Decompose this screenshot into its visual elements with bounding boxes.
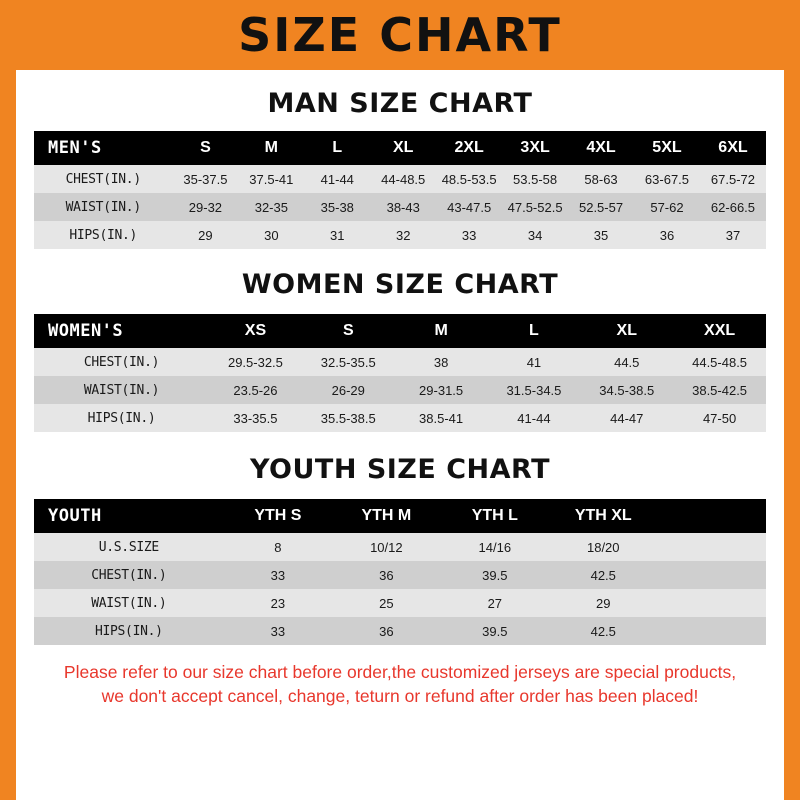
column-header [657, 499, 766, 533]
men-size-table [34, 131, 766, 249]
table-cell: 38.5-41 [395, 404, 488, 432]
column-header: YTH S [224, 499, 332, 533]
table-cell: 36 [332, 561, 440, 589]
table-cell [657, 589, 766, 617]
row-label: WAIST(IN.) [34, 376, 209, 404]
table-cell: 47-50 [673, 404, 766, 432]
table-cell: 35-37.5 [172, 165, 238, 193]
note-line-2: we don't accept cancel, change, teturn or refund after order has been placed! [101, 685, 699, 706]
column-header: 6XL [700, 131, 766, 165]
table-cell: 53.5-58 [502, 165, 568, 193]
row-label: HIPS(IN.) [34, 617, 224, 645]
row-label: WAIST(IN.) [34, 193, 172, 221]
table-row [34, 221, 766, 249]
table-cell: 33 [224, 561, 332, 589]
table-cell: 33 [436, 221, 502, 249]
table-cell: 31.5-34.5 [488, 376, 581, 404]
table-row [34, 193, 766, 221]
table-row [34, 533, 766, 561]
note-line-1: Please refer to our size chart before order,the customized jerseys are special products, [63, 662, 737, 682]
table-cell: 63-67.5 [634, 165, 700, 193]
table-cell: 39.5 [441, 561, 549, 589]
table-cell: 29 [549, 589, 657, 617]
table-cell [657, 561, 766, 589]
table-cell: 62-66.5 [700, 193, 766, 221]
column-header: 2XL [436, 131, 502, 165]
column-header: YTH L [441, 499, 549, 533]
column-header: 3XL [502, 131, 568, 165]
row-label: HIPS(IN.) [34, 221, 172, 249]
table-cell: 48.5-53.5 [436, 165, 502, 193]
table-row [34, 376, 766, 404]
column-header: WOMEN'S [34, 314, 209, 348]
column-header: MEN'S [34, 131, 172, 165]
table-header-row [34, 131, 766, 165]
table-cell: 43-47.5 [436, 193, 502, 221]
table-cell [657, 533, 766, 561]
row-label: CHEST(IN.) [34, 348, 209, 376]
row-label: HIPS(IN.) [34, 404, 209, 432]
table-cell: 10/12 [332, 533, 440, 561]
table-row [34, 348, 766, 376]
column-header: YTH M [332, 499, 440, 533]
table-header-row [34, 314, 766, 348]
table-cell: 42.5 [549, 561, 657, 589]
column-header: L [304, 131, 370, 165]
men-section-title: MAN SIZE CHART [267, 88, 533, 119]
table-cell: 23 [224, 589, 332, 617]
women-section-title: WOMEN SIZE CHART [241, 269, 559, 300]
page-banner [16, 0, 784, 70]
table-row [34, 165, 766, 193]
table-cell: 32-35 [238, 193, 304, 221]
table-cell: 44.5 [580, 348, 673, 376]
table-cell: 31 [304, 221, 370, 249]
table-cell: 38 [395, 348, 488, 376]
table-cell: 52.5-57 [568, 193, 634, 221]
column-header: YTH XL [549, 499, 657, 533]
column-header: M [238, 131, 304, 165]
table-cell: 38.5-42.5 [673, 376, 766, 404]
youth-size-table [34, 499, 766, 645]
table-header-row [34, 499, 766, 533]
table-cell: 8 [224, 533, 332, 561]
table-cell: 14/16 [441, 533, 549, 561]
row-label: WAIST(IN.) [34, 589, 224, 617]
row-label: CHEST(IN.) [34, 561, 224, 589]
table-cell: 44-48.5 [370, 165, 436, 193]
table-cell: 29-31.5 [395, 376, 488, 404]
column-header: S [302, 314, 395, 348]
table-cell: 58-63 [568, 165, 634, 193]
table-cell: 41 [488, 348, 581, 376]
table-cell: 35.5-38.5 [302, 404, 395, 432]
table-cell: 47.5-52.5 [502, 193, 568, 221]
row-label: U.S.SIZE [34, 533, 224, 561]
table-cell: 35 [568, 221, 634, 249]
row-label: CHEST(IN.) [34, 165, 172, 193]
table-cell: 30 [238, 221, 304, 249]
table-cell: 67.5-72 [700, 165, 766, 193]
table-cell: 26-29 [302, 376, 395, 404]
chart-content [16, 88, 784, 708]
table-cell: 32 [370, 221, 436, 249]
table-cell: 29-32 [172, 193, 238, 221]
table-cell: 36 [332, 617, 440, 645]
table-cell: 41-44 [488, 404, 581, 432]
table-cell: 18/20 [549, 533, 657, 561]
table-cell: 33 [224, 617, 332, 645]
table-cell: 38-43 [370, 193, 436, 221]
column-header: XS [209, 314, 302, 348]
order-policy-note [34, 661, 766, 708]
column-header: S [172, 131, 238, 165]
column-header: XXL [673, 314, 766, 348]
column-header: M [395, 314, 488, 348]
table-cell: 34.5-38.5 [580, 376, 673, 404]
table-row [34, 617, 766, 645]
table-cell: 57-62 [634, 193, 700, 221]
table-cell: 39.5 [441, 617, 549, 645]
table-cell: 32.5-35.5 [302, 348, 395, 376]
table-cell: 29 [172, 221, 238, 249]
table-cell: 23.5-26 [209, 376, 302, 404]
table-row [34, 589, 766, 617]
column-header: XL [580, 314, 673, 348]
table-cell: 44-47 [580, 404, 673, 432]
column-header: YOUTH [34, 499, 224, 533]
table-row [34, 561, 766, 589]
table-cell: 33-35.5 [209, 404, 302, 432]
table-cell: 37.5-41 [238, 165, 304, 193]
table-cell: 34 [502, 221, 568, 249]
table-cell: 36 [634, 221, 700, 249]
column-header: 4XL [568, 131, 634, 165]
table-cell: 29.5-32.5 [209, 348, 302, 376]
page-title: SIZE CHART [238, 8, 562, 62]
column-header: L [488, 314, 581, 348]
youth-section-title: YOUTH SIZE CHART [249, 454, 551, 485]
table-row [34, 404, 766, 432]
table-cell: 37 [700, 221, 766, 249]
table-cell: 42.5 [549, 617, 657, 645]
column-header: XL [370, 131, 436, 165]
table-cell: 44.5-48.5 [673, 348, 766, 376]
column-header: 5XL [634, 131, 700, 165]
table-cell [657, 617, 766, 645]
table-cell: 35-38 [304, 193, 370, 221]
women-size-table [34, 314, 766, 432]
table-cell: 41-44 [304, 165, 370, 193]
table-cell: 27 [441, 589, 549, 617]
table-cell: 25 [332, 589, 440, 617]
